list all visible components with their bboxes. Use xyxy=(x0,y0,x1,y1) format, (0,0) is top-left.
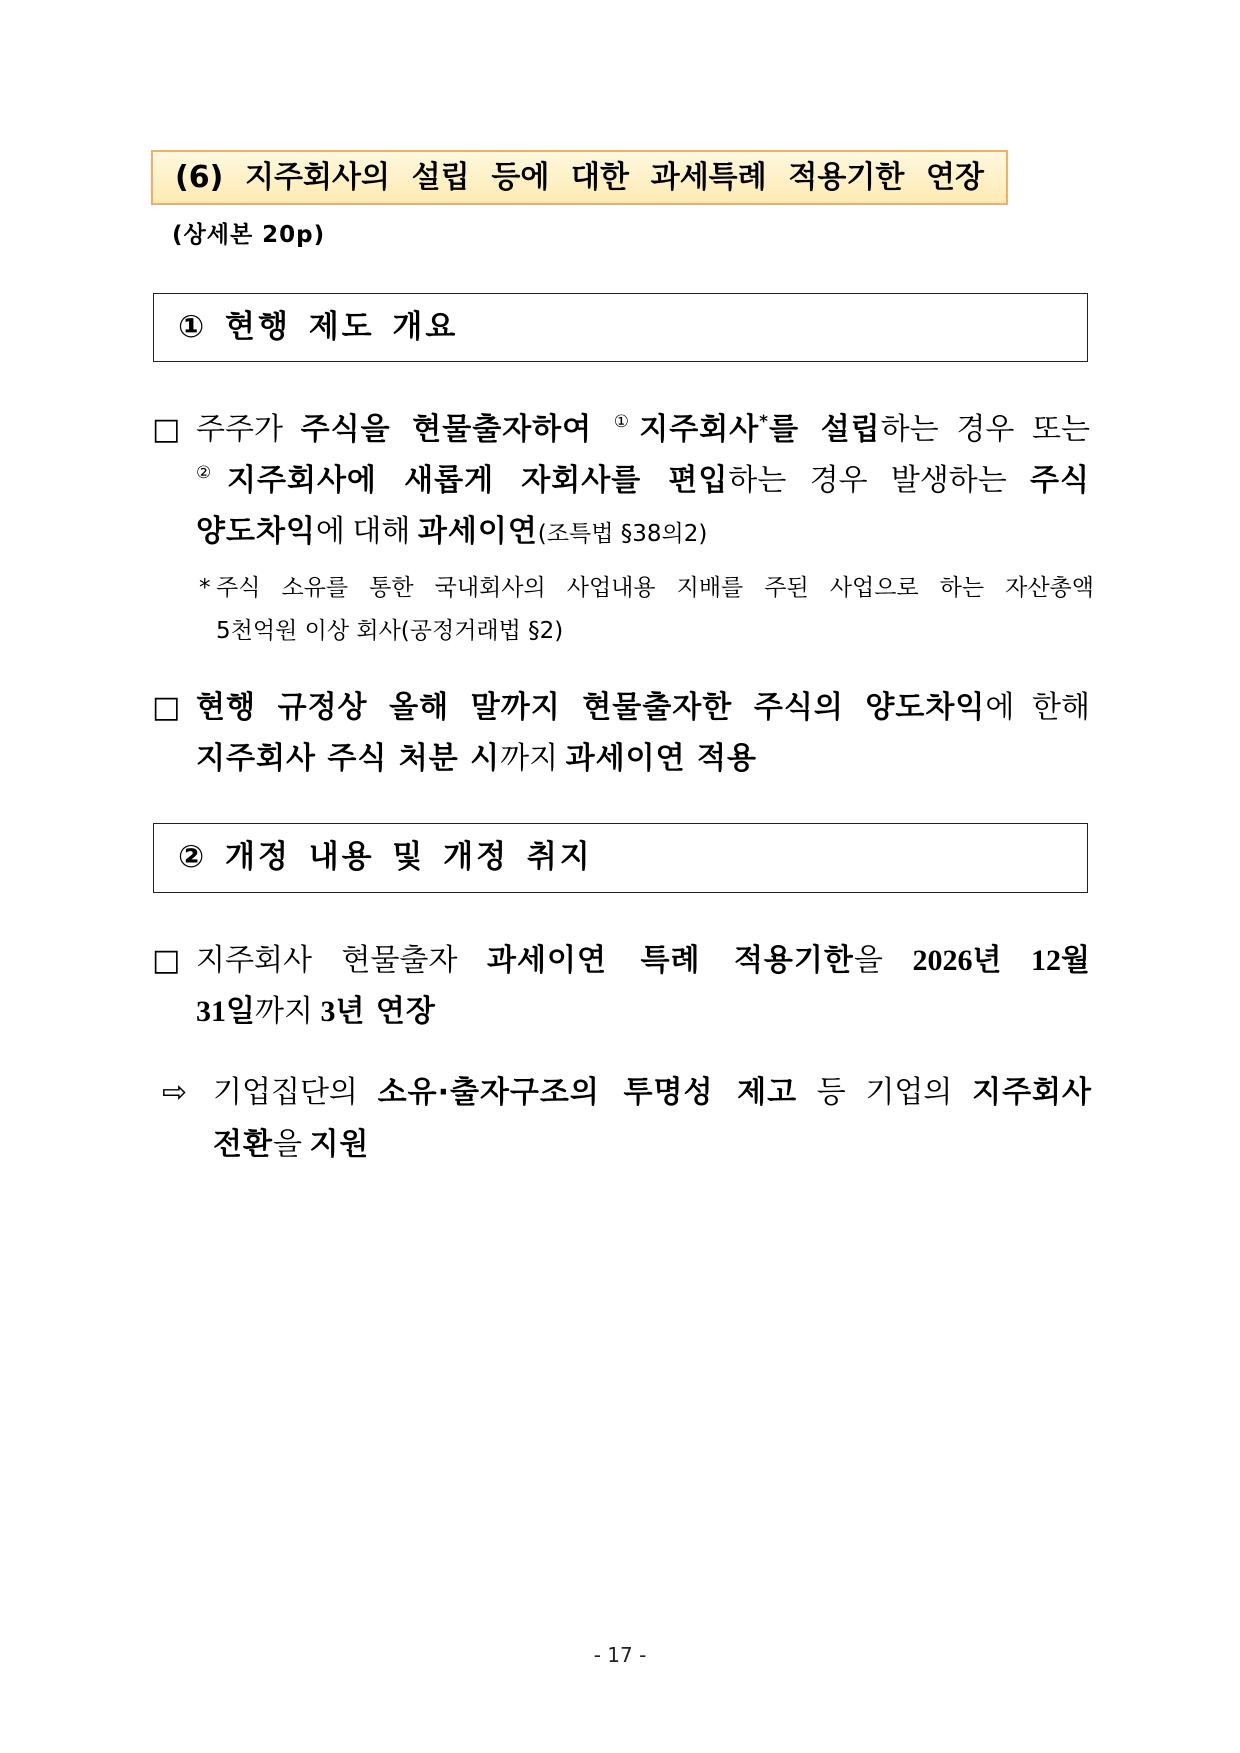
text-line xyxy=(196,455,1090,506)
regular-text: 까지 xyxy=(500,742,566,775)
bold-number-text: 3년 xyxy=(320,995,365,1028)
bullet-square-icon: □ xyxy=(152,943,181,978)
bold-text: 현행 규정상 올해 말까지 현물출자한 주식의 양도차익 xyxy=(196,690,986,725)
bold-date-text: 2026년 12월 xyxy=(912,944,1090,977)
heading-box-current-system xyxy=(153,293,1088,362)
bold-text: 과세이연 특례 적용기한 xyxy=(487,943,854,978)
text-line xyxy=(196,506,1090,557)
bullet-item-extension xyxy=(152,935,1090,1037)
regular-text: 까지 xyxy=(254,995,321,1028)
superscript-number: ① xyxy=(613,412,640,432)
bold-text: 주식을 현물출자하여 xyxy=(300,412,614,447)
regular-text: 하는 경우 발생하는 xyxy=(728,464,1031,497)
bold-text: 과세이연 xyxy=(417,514,538,549)
bold-text: 연장 xyxy=(364,994,436,1029)
regular-text: 을 xyxy=(853,944,913,977)
footnote-reference-mark: * xyxy=(759,412,770,432)
bold-text: 지주회사 주식 처분 시 xyxy=(196,741,501,776)
page-number: - 17 - xyxy=(593,1643,647,1667)
regular-text: 에 한해 xyxy=(985,691,1090,724)
bold-text: 전환 xyxy=(213,1127,273,1162)
heading-box-amendment xyxy=(153,823,1088,893)
bullet-square-icon: □ xyxy=(152,412,181,447)
bold-text: 양도차익 xyxy=(196,514,316,549)
heading-current-system: ① 현행 제도 개요 xyxy=(178,309,459,345)
footnote xyxy=(199,567,1094,653)
regular-text: 기업집단의 xyxy=(213,1076,378,1109)
bullet-item-current-rule xyxy=(152,682,1090,784)
bold-text: 소유·출자구조의 투명성 제고 xyxy=(377,1075,798,1110)
text-line xyxy=(196,682,1090,733)
effect-item xyxy=(162,1067,1093,1171)
bold-text: 지주회사에 새롭게 자회사를 편입 xyxy=(227,463,729,498)
regular-text: 에 대해 xyxy=(315,515,418,548)
footnote-mark: * xyxy=(199,575,211,601)
bullet-item-tax-deferral xyxy=(152,404,1090,557)
bold-text: 지주회사 xyxy=(639,412,760,447)
legal-citation: (조특법 §38의2) xyxy=(537,521,708,547)
text-line xyxy=(196,733,1090,784)
text-line xyxy=(196,986,1090,1037)
bullet-square-icon: □ xyxy=(152,690,181,725)
heading-amendment: ② 개정 내용 및 개정 취지 xyxy=(178,839,593,875)
text-line xyxy=(213,1119,1092,1171)
footnote-line: 5천억원 이상 회사(공정거래법 §2) xyxy=(216,618,564,644)
section-title-box xyxy=(151,150,1008,205)
superscript-number: ② xyxy=(196,463,228,483)
footnote-line: 주식 소유를 통한 국내회사의 사업내용 지배를 주된 사업으로 하는 자산총액 xyxy=(216,575,1094,601)
bold-text: 를 설립 xyxy=(769,412,881,447)
regular-text: 지주회사 현물출자 xyxy=(196,944,488,977)
text-line xyxy=(196,935,1090,986)
bold-text: 지원 xyxy=(309,1127,370,1162)
arrow-right-icon: ⇨ xyxy=(162,1075,188,1110)
regular-text: 하는 경우 또는 xyxy=(880,413,1090,446)
text-line xyxy=(196,404,1090,455)
bold-date-text: 31일 xyxy=(196,995,255,1028)
text-line xyxy=(213,1067,1092,1119)
section-title: (6) 지주회사의 설립 등에 대한 과세특례 적용기한 연장 xyxy=(175,160,984,195)
detail-reference: (상세본 20p) xyxy=(172,222,326,248)
bold-text: 주식 xyxy=(1030,463,1090,498)
regular-text: 주주가 xyxy=(196,413,301,446)
bold-text: 지주회사 xyxy=(972,1075,1093,1110)
bold-text: 과세이연 적용 xyxy=(565,741,757,776)
regular-text: 등 기업의 xyxy=(797,1076,973,1109)
regular-text: 을 xyxy=(272,1128,310,1161)
